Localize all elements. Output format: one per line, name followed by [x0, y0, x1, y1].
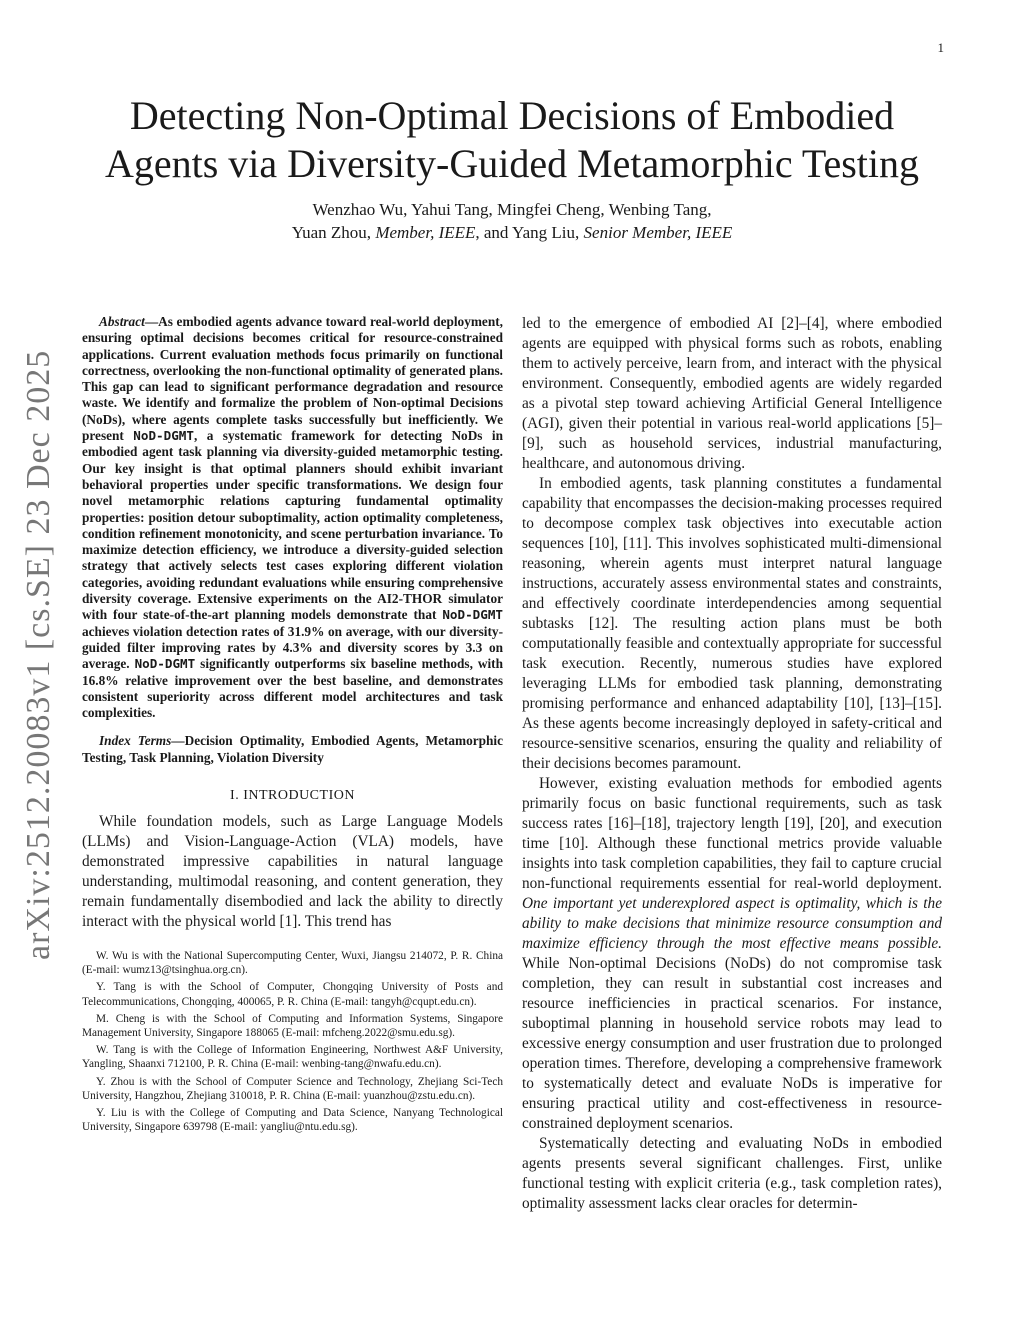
paragraph: led to the emergence of embodied AI [2]–[4], where embodied agents are equipped with physical forms such as robots, enabling them to actively perceive, learn from, and interact with the physical environment. Consequently, embodied agents are widely regarded as a pivotal step toward achieving Artificial General Intelligence (AGI), given their potential in various real-world applications [5]–[9], such as household services, industrial manufacturing, healthcare, and autonomous driving. [522, 315, 942, 472]
left-column [82, 314, 503, 1137]
paragraph-text: While Non-optimal Decisions (NoDs) do not compromise task completion, they can result in substantial cost increases and resource inefficiencies in practical scenarios. For instance, suboptimal planning in household service robots may lead to excessive energy consumption and user frustration due to prolonged operation times. Therefore, developing a comprehensive framework to systematically detect and evaluate NoDs is imperative for ensuring practical utility and cost-effectiveness in resource-constrained deployment scenarios. [522, 955, 942, 1132]
paragraph-text: However, existing evaluation methods for embodied agents primarily focus on basic functional requirements, such as task success rates [16]–[18], trajectory length [19], [20], and execution time [10]. Although these functional metrics provide valuable insights into task completion capabilities, they fail to capture crucial non-functional requirements essential for real-world deployment. [522, 775, 942, 892]
framework-name: NoD-DGMT [133, 428, 194, 444]
paragraph: In embodied agents, task planning constitutes a fundamental capability that encompasses the decision-making processes required to decompose complex task objectives into executable action sequences [10], [11]. This involves sophisticated multi-dimensional reasoning, wherein agents must interpret natural language instructions, accurately assess environmental states and constraints, and effectively coordinate interdependencies among sequential subtasks [12]. The resulting action plans must be both computationally feasible and contextually appropriate for successful task execution. Recently, numerous studies have explored leveraging LLMs for embodied task planning, demonstrating promising performance and enhanced adaptability [10], [13]–[15]. As these agents become increasingly deployed in safety-critical and resource-sensitive scenarios, ensuring the quality and reliability of their decisions becomes paramount. [522, 475, 942, 772]
paragraph: Systematically detecting and evaluating NoDs in embodied agents presents several significant challenges. First, unlike functional testing with explicit criteria (e.g., task completion rates), optimality assessment lacks clear oracles for determin- [522, 1135, 942, 1212]
arxiv-identifier[interactable]: arXiv:2512.20083v1 [cs.SE] 23 Dec 2025 [20, 349, 57, 960]
emphasized-text: One important yet underexplored aspect is optimality, which is the ability to make decisions that minimize resource consumption and maximize efficiency through the most effective means possible. [522, 895, 942, 952]
framework-name: NoD-DGMT [134, 656, 196, 672]
authors-line: Wenzhao Wu, Yahui Tang, Mingfei Cheng, Wenbing Tang, [312, 200, 712, 219]
footnotes [82, 949, 503, 1134]
paragraph [522, 774, 942, 1134]
authors-line [100, 221, 924, 244]
abstract-text: achieves violation detection rates of 31.9% on average, with our diversity-guided filter improving rates by 4.3% and diversity scores by 3.3 on average. [82, 623, 503, 672]
section-heading: I. INTRODUCTION [230, 788, 355, 804]
footnote: Y. Liu is with the College of Computing and Data Science, Nanyang Technological University, Singapore 639798 (E-mail: yangliu@ntu.edu.sg). [82, 1107, 503, 1134]
abstract-text: —As embodied agents advance toward real-world deployment, ensuring optimal decisions becomes critical for resource-constrained applications. Current evaluation methods focus primarily on functional correctness, overlooking the non-functional optimality of generated plans. This gap can lead to significant performance degradation and resource waste. We identify and formalize the problem of Non-optimal Decisions (NoDs), where agents complete tasks successfully but inefficiently. We present [82, 314, 503, 444]
framework-name: NoD-DGMT [442, 607, 503, 623]
right-column [522, 314, 942, 1214]
author-name: Yuan Zhou, [291, 223, 376, 242]
footnote-separator [82, 942, 503, 943]
footnote: Y. Zhou is with the School of Computer Science and Technology, Zhejiang Sci-Tech University, Hangzhou, Zhejiang 310018, P. R. China (E-mail: yuanzhou@zstu.edu.cn). [82, 1075, 503, 1102]
author-list [100, 198, 924, 244]
intro-body-left [82, 812, 503, 932]
footnote: M. Cheng is with the School of Computing and Information Systems, Singapore Management University, Singapore 188065 (E-mail: mfcheng.2022@smu.edu.sg). [82, 1012, 503, 1040]
footnote: W. Wu is with the National Supercomputing Center, Wuxi, Jiangsu 214072, P. R. China (E-mail: wumz13@tsinghua.org.cn). [82, 950, 503, 977]
paper-title [60, 92, 964, 188]
abstract-text: , a systematic framework for detecting NoDs in embodied agent task planning via diversity-guided metamorphic testing. Our key insight is that optimal planners should exhibit invariant behavioral properties under specific transformations. We design four novel metamorphic relations capturing fundamental optimality properties: position detour suboptimality, action optimality completeness, condition refinement monotonicity, and scene perturbation invariance. To maximize detection efficiency, we introduce a diversity-guided selection strategy that actively selects test cases exploring different violation categories, avoiding redundant evaluations while ensuring comprehensive diversity coverage. Extensive experiments on the AI2-THOR simulator with four state-of-the-art planning models demonstrate that [82, 428, 503, 623]
abstract-label: Abstract [99, 314, 145, 329]
footnote: Y. Tang is with the School of Computer, Chongqing University of Posts and Telecommunications, Chongqing, 400065, P. R. China (E-mail: tangyh@cqupt.edu.cn). [82, 981, 503, 1008]
title-line: Agents via Diversity-Guided Metamorphic Testing [104, 141, 920, 186]
abstract-text: significantly outperforms six baseline methods, with 16.8% relative improvement over the best baseline, and demonstrates consistent superiority across different model architectures and task complexities. [82, 656, 503, 721]
title-line: Detecting Non-Optimal Decisions of Embodied [129, 93, 895, 138]
footnote: W. Tang is with the College of Information Engineering, Northwest A&F University, Yangling, Shaanxi 712100, P. R. China (E-mail: wenbing-tang@nwafu.edu.cn). [82, 1044, 503, 1071]
index-terms-text: —Decision Optimality, Embodied Agents, Metamorphic Testing, Task Planning, Violation Diversity [82, 733, 504, 765]
index-terms-label: Index Terms [99, 733, 172, 749]
author-membership: Senior Member, IEEE [583, 223, 733, 242]
page-number: 1 [937, 40, 944, 55]
paragraph: While foundation models, such as Large Language Models (LLMs) and Vision-Language-Action (VLA) models, have demonstrated impressive capabilities in natural language understanding, multimodal reasoning, and content generation, they remain fundamentally disembodied and lack the ability to directly interact with the physical world [1]. This trend has [82, 813, 503, 931]
author-membership: Member, IEEE [375, 223, 476, 242]
author-name: , and Yang Liu, [475, 223, 584, 242]
index-terms [82, 733, 503, 766]
abstract [82, 314, 503, 721]
